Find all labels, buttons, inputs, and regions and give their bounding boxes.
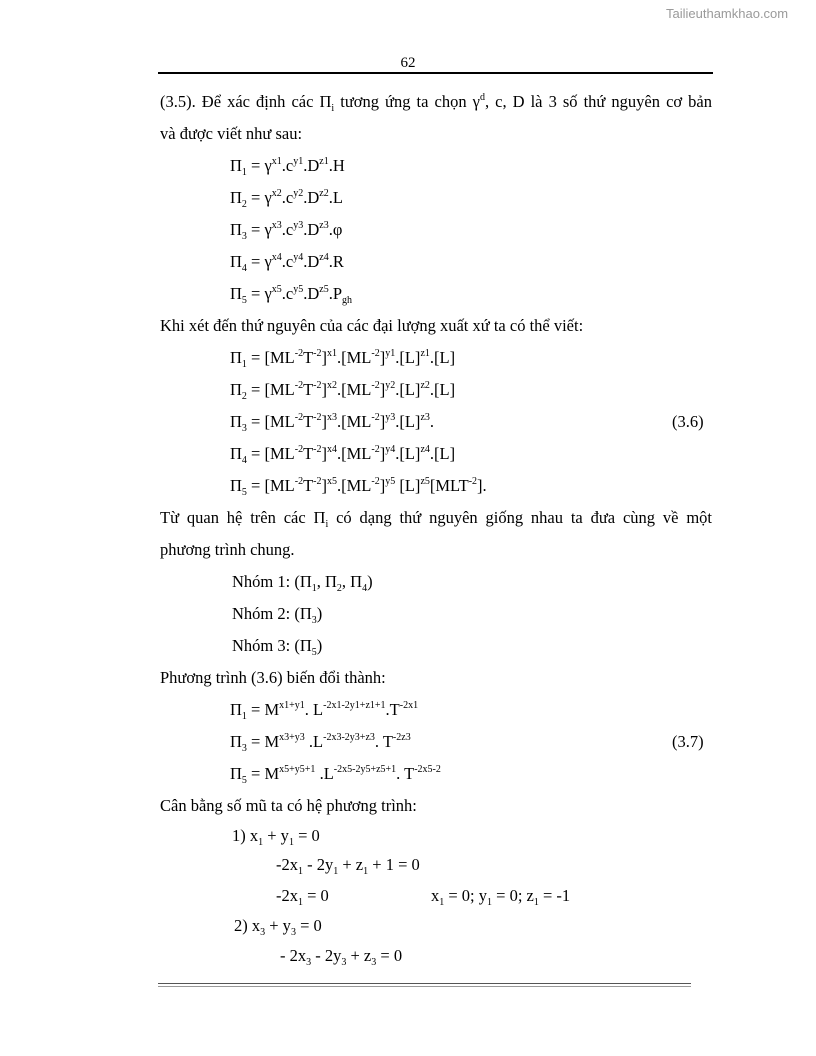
paragraph-intro-line2: và được viết như sau:: [160, 124, 303, 143]
header-rule: [158, 72, 713, 74]
equation-number-3-6: (3.6): [672, 412, 704, 431]
equation-pi4: $\Pi_4 = \gamma^{x4}.c^{y4}.D^{z4}.R$: [230, 252, 344, 274]
dimension-equation-pi2: $\Pi_2 = [ML^{-2}T^{-2}]^{x2}.[ML^{-2}]^{y2}.[L]^{z2}.[L]$: [230, 380, 456, 402]
paragraph-balance: Cân bằng số mũ ta có hệ phương trình:: [160, 796, 417, 815]
system1-line1: 1) $x_1 + y_1 = 0$: [232, 826, 320, 848]
transformed-equation-pi3: $\Pi_3 = M^{x3+y3}$ $.L^{-2x3-2y3+z3}$. $T^{-2z3}$: [230, 732, 411, 754]
footer-rule: [158, 983, 691, 984]
group-3: Nhóm 3: $(\Pi_5)$: [232, 636, 323, 658]
system2-line2: - $2x_3 - 2y_3 + z_3 = 0$: [280, 946, 403, 968]
equation-pi2: $\Pi_2 = \gamma^{x2}.c^{y2}.D^{z2}.L$: [230, 188, 343, 210]
system1-line3: $-2x_1 = 0$: [276, 886, 329, 908]
subscript: i: [331, 103, 335, 114]
text: , c, D là 3 số thứ nguyên cơ bản: [484, 92, 712, 111]
paragraph-relation: Từ quan hệ trên các $\Pi_i$ có dạng thứ nguyên giống nhau ta đưa cùng về một: [160, 508, 712, 530]
superscript: d: [479, 92, 485, 103]
equation-pi1: $\Pi_1 = \gamma^{x1}.c^{y1}.D^{z1}.H$: [230, 156, 345, 178]
dimension-equation-pi4: $\Pi_4 = [ML^{-2}T^{-2}]^{x4}.[ML^{-2}]^{y4}.[L]^{z4}.[L]$: [230, 444, 456, 466]
group-2: Nhóm 2: $(\Pi_3)$: [232, 604, 323, 626]
equation-number-3-7: (3.7): [672, 732, 704, 751]
system1-result: $x_1 = 0$; $y_1 = 0$; $z_1 = -1$: [431, 886, 571, 908]
group-1: Nhóm 1: ($\Pi_1$, $\Pi_2$, $\Pi_4$): [232, 572, 373, 594]
dimension-equation-pi5: $\Pi_5 = [ML^{-2}T^{-2}]^{x5}.[ML^{-2}]^{y5}$ $[L]^{z5}[MLT^{-2}]$.: [230, 476, 487, 498]
paragraph-relation-line2: phương trình chung.: [160, 540, 295, 559]
system2-line1: 2) $x_3 + y_3 = 0$: [234, 916, 322, 938]
watermark: Tailieuthamkhao.com: [666, 6, 789, 21]
page-number: 62: [400, 55, 416, 71]
paragraph-dimensions: Khi xét đến thứ nguyên của các đại lượng xuất xứ ta có thể viết:: [160, 316, 584, 335]
text: tương ứng ta chọn γ: [334, 92, 480, 111]
transformed-equation-pi5: $\Pi_5 = M^{x5+y5+1}$ $.L^{-2x5-2y5+z5+1}$. $T^{-2x5-2}$: [230, 764, 441, 786]
equation-pi5: $\Pi_5 = \gamma^{x5}.c^{y5}.D^{z5}.P_{gh}$: [230, 284, 353, 306]
system1-line2: $-2x_1 - 2y_1 + z_1 + 1 = 0$: [276, 855, 420, 877]
paragraph-transform: Phương trình (3.6) biến đổi thành:: [160, 668, 386, 687]
paragraph-intro: [160, 92, 712, 112]
equation-pi3: $\Pi_3 = \gamma^{x3}.c^{y3}.D^{z3}.\varphi$: [230, 220, 343, 242]
dimension-equation-pi3: $\Pi_3 = [ML^{-2}T^{-2}]^{x3}.[ML^{-2}]^{y3}.[L]^{z3}$.: [230, 412, 435, 434]
dimension-equation-pi1: $\Pi_1 = [ML^{-2}T^{-2}]^{x1}.[ML^{-2}]^{y1}.[L]^{z1}.[L]$: [230, 348, 456, 370]
footer-rule-secondary: [158, 986, 691, 987]
transformed-equation-pi1: $\Pi_1 = M^{x1+y1}$. $L^{-2x1-2y1+z1+1}.T^{-2x1}$: [230, 700, 419, 722]
text: (3.5). Để xác định các Π: [160, 92, 332, 111]
